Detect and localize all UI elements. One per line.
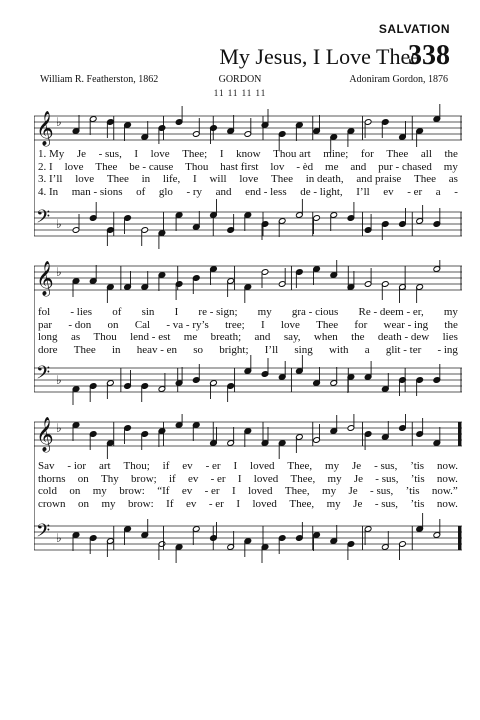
lyric-syllable: Thou; — [123, 460, 150, 472]
key-flat-icon: ♭ — [56, 115, 62, 129]
lyric-syllable: I — [237, 472, 242, 485]
lyric-verse-1 — [38, 460, 458, 473]
music-system-1 — [34, 104, 464, 264]
lyric-syllable: now.” — [431, 485, 458, 497]
notes-group — [72, 414, 440, 459]
lyric-syllable: thorns — [38, 472, 66, 485]
lyric-syllable: - èd — [296, 160, 314, 173]
lyric-syllable: ev — [383, 185, 394, 198]
lyric-syllable: loved — [252, 497, 277, 510]
music-system-3 — [34, 414, 464, 574]
lyric-syllable: on — [77, 497, 89, 510]
lyric-verse-4 — [38, 186, 458, 199]
lyric-syllable: as — [448, 173, 458, 185]
lyric-syllable: Thy — [101, 472, 119, 485]
lyric-syllable: ev — [182, 460, 193, 472]
lyric-verse-2 — [38, 319, 458, 332]
lyric-syllable: ev — [181, 485, 193, 497]
lyric-syllable: will — [209, 173, 227, 185]
lyric-syllable: - er — [407, 185, 423, 198]
lyric-syllable: for — [360, 148, 374, 160]
lyric-syllable: - er — [205, 460, 221, 472]
bass-clef-icon: 𝄢 — [36, 521, 51, 546]
lyric-syllable: - er — [208, 497, 224, 510]
lyric-syllable: death - dew — [377, 331, 430, 343]
lyric-syllable: as — [70, 331, 81, 343]
key-flat-icon: ♭ — [56, 373, 62, 387]
lyric-syllable: sin — [141, 306, 155, 318]
lyric-syllable: lend - est — [130, 331, 171, 343]
lyric-syllable: cold — [38, 485, 57, 497]
lyric-syllable: 2. I — [38, 160, 53, 173]
lyric-syllable: long — [38, 331, 58, 343]
lyric-syllable: hast first — [220, 160, 259, 173]
lyric-syllable: fol — [38, 306, 51, 318]
lyric-syllable: brow; — [131, 472, 157, 485]
lyric-syllable: Thee — [413, 173, 436, 185]
lyric-syllable: Je — [348, 485, 358, 497]
lyric-syllable: Sav — [38, 460, 55, 472]
lyric-syllable: on — [69, 485, 81, 497]
key-flat-icon: ♭ — [56, 531, 62, 545]
lyric-syllable: Thou — [185, 160, 209, 173]
lyric-syllable: love — [75, 173, 95, 185]
lyric-syllable: I — [134, 148, 139, 160]
lyric-syllable: 1. My — [38, 148, 65, 160]
lyric-syllable: loved — [250, 460, 275, 472]
lyric-syllable: I — [219, 148, 224, 160]
lyric-syllable: - sus, — [375, 472, 399, 485]
lyric-syllable: I’ll — [264, 343, 279, 356]
lyrics-block-1 — [38, 148, 458, 198]
lyric-syllable: brow: — [128, 497, 154, 510]
lyric-syllable: and praise — [356, 173, 402, 185]
lyric-syllable: Thee, — [289, 497, 315, 510]
lyric-syllable: now. — [436, 497, 458, 510]
lyric-syllable: on — [77, 472, 89, 485]
final-barline — [458, 422, 461, 446]
lyric-syllable: glit - ter — [385, 343, 422, 356]
lyric-syllable: glo — [158, 185, 173, 198]
lyric-syllable: - va - ry’s — [166, 318, 209, 331]
bass-staff — [34, 207, 462, 236]
lyric-syllable: man - sions — [71, 185, 123, 198]
lyric-syllable: the — [444, 148, 458, 160]
lyric-syllable: my — [443, 306, 458, 318]
lyric-syllable: Thee — [73, 343, 96, 356]
lyric-syllable: so — [193, 343, 203, 356]
lyric-syllable: love — [239, 173, 259, 185]
lyric-syllable: loved — [253, 472, 279, 485]
lyric-syllable: sing — [294, 343, 313, 356]
lyric-syllable: crown — [38, 497, 66, 510]
lyric-syllable: - ing — [437, 343, 458, 356]
bass-clef-icon: 𝄢 — [36, 207, 51, 232]
lyric-syllable: Thee — [271, 173, 293, 185]
lyric-syllable: love — [150, 148, 170, 160]
key-flat-icon: ♭ — [56, 421, 62, 435]
lyric-verse-3 — [38, 485, 458, 498]
hymn-title: My Jesus, I Love Thee — [219, 44, 420, 69]
lyric-syllable: life, — [162, 173, 181, 185]
treble-staff — [34, 111, 462, 147]
lyric-syllable: of — [112, 306, 122, 318]
music-system-2 — [34, 260, 464, 410]
lyric-syllable: pur - chased — [378, 160, 432, 173]
lyric-syllable: - ior — [67, 460, 87, 472]
lyric-syllable: know — [236, 148, 261, 160]
lyric-verse-2 — [38, 161, 458, 174]
tune-name: GORDON — [218, 74, 262, 85]
lyric-syllable: gra - cious — [291, 306, 339, 318]
lyric-syllable: lov — [270, 160, 285, 173]
lyric-syllable: Thee, — [290, 472, 316, 485]
lyric-syllable: Thee; — [182, 148, 208, 160]
bass-staff — [34, 363, 462, 392]
lyric-syllable: Thou — [93, 331, 117, 343]
lyric-syllable: - sus, — [374, 497, 399, 510]
lyric-syllable: tree; — [225, 318, 245, 331]
lyric-syllable: my — [322, 485, 337, 497]
lyric-syllable: heav - en — [136, 343, 178, 356]
lyric-syllable: a — [364, 343, 370, 356]
lyric-syllable: I — [236, 497, 240, 510]
lyric-syllable: Thee — [106, 173, 129, 185]
treble-clef-icon: 𝄞 — [36, 417, 54, 452]
lyric-syllable: on — [107, 318, 119, 331]
lyric-syllable: with — [328, 343, 349, 356]
lyric-verse-1 — [38, 148, 458, 161]
lyric-syllable: 4. In — [38, 185, 59, 198]
lyric-syllable: my — [443, 160, 458, 173]
lyric-syllable: say, — [283, 331, 301, 343]
lyric-syllable: mine; — [323, 148, 349, 160]
lyric-syllable: Thee — [386, 148, 409, 160]
lyric-verse-4 — [38, 498, 458, 511]
lyric-syllable: now. — [437, 460, 458, 472]
treble-clef-icon: 𝄞 — [36, 261, 54, 296]
lyric-syllable: I’ll — [356, 185, 370, 198]
lyric-verse-4 — [38, 344, 458, 357]
lyric-syllable: de - light, — [300, 185, 343, 198]
key-flat-icon: ♭ — [56, 265, 62, 279]
lyric-syllable: if — [162, 460, 170, 472]
treble-clef-icon: 𝄞 — [36, 111, 54, 146]
lyric-verse-1 — [38, 306, 458, 319]
key-flat-icon: ♭ — [56, 217, 62, 231]
composer-credit: Adoniram Gordon, 1876 — [349, 74, 448, 85]
lyric-syllable: - er — [210, 472, 226, 485]
lyric-syllable: love — [280, 318, 300, 331]
lyric-syllable: I — [232, 485, 236, 497]
notes-group — [72, 260, 440, 303]
lyric-syllable: and — [215, 185, 232, 198]
lyric-syllable: ’tis — [410, 472, 425, 485]
lyric-verse-3 — [38, 173, 458, 186]
lyric-syllable: if — [168, 472, 176, 485]
lyric-syllable: now. — [436, 472, 458, 485]
lyric-syllable: 3. I’ll — [38, 173, 63, 185]
lyric-syllable: all — [420, 148, 432, 160]
lyric-syllable: ev — [187, 472, 199, 485]
lyric-syllable: dore — [38, 343, 58, 356]
lyric-syllable: loved — [248, 485, 273, 497]
lyric-syllable: - er — [204, 485, 220, 497]
lyric-syllable: Cal — [134, 318, 151, 331]
lyric-syllable: the — [351, 331, 365, 343]
lyric-syllable: - sus, — [370, 485, 394, 497]
lyric-syllable: my — [325, 460, 340, 472]
lyric-syllable: love — [64, 160, 84, 173]
meter: 11 11 11 11 — [213, 88, 267, 98]
lyric-syllable: breath; — [210, 331, 242, 343]
lyric-syllable: be - cause — [129, 160, 174, 173]
lyric-syllable: Je — [353, 497, 363, 510]
lyricist-credit: William R. Featherston, 1862 — [40, 74, 159, 85]
lyric-syllable: par — [38, 318, 53, 331]
lyrics-block-3 — [38, 460, 458, 510]
lyric-syllable: ev — [185, 497, 197, 510]
lyrics-block-2 — [38, 306, 458, 356]
lyric-syllable: lies — [442, 331, 458, 343]
lyric-syllable: my — [327, 472, 342, 485]
lyric-syllable: and — [350, 160, 367, 173]
lyric-syllable: Thee, — [284, 485, 310, 497]
lyric-syllable: - lies — [70, 306, 93, 318]
notes-group — [72, 104, 440, 153]
lyric-syllable: in death, — [305, 173, 344, 185]
lyric-syllable: Thee, — [287, 460, 313, 472]
lyric-syllable: in — [141, 173, 151, 185]
lyric-syllable: me — [183, 331, 198, 343]
lyric-syllable: when — [313, 331, 338, 343]
lyric-syllable: “If — [157, 485, 170, 497]
lyric-syllable: - sus, — [98, 148, 122, 160]
lyric-syllable: Thee — [316, 318, 339, 331]
lyric-syllable: for — [354, 318, 368, 331]
lyric-syllable: re - sign; — [198, 306, 238, 318]
lyric-syllable: my — [326, 497, 341, 510]
lyric-syllable: - don — [68, 318, 92, 331]
lyric-syllable: - ry — [186, 185, 203, 198]
lyric-syllable: I — [233, 460, 238, 472]
lyric-syllable: end - less — [245, 185, 287, 198]
lyric-syllable: and — [254, 331, 271, 343]
lyric-syllable: my — [92, 485, 107, 497]
lyric-syllable: my — [257, 306, 272, 318]
lyric-syllable: in — [111, 343, 121, 356]
lyric-syllable: a — [435, 185, 441, 198]
lyric-syllable: the — [444, 318, 458, 331]
lyric-syllable: wear - ing — [383, 318, 429, 331]
lyric-syllable: bright; — [219, 343, 249, 356]
bass-clef-icon: 𝄢 — [36, 363, 51, 388]
hymn-number: 338 — [408, 40, 450, 71]
lyric-syllable: me — [325, 160, 339, 173]
treble-staff — [34, 261, 462, 297]
lyric-syllable: Je — [352, 460, 362, 472]
treble-staff — [34, 417, 462, 453]
lyric-syllable: Thou art — [273, 148, 311, 160]
final-barline — [458, 526, 461, 550]
lyric-syllable: If — [166, 497, 174, 510]
bass-staff — [34, 521, 462, 550]
lyric-syllable: brow: — [119, 485, 145, 497]
lyric-syllable: my — [101, 497, 116, 510]
lyric-syllable: art — [98, 460, 111, 472]
lyric-verse-2 — [38, 473, 458, 486]
lyric-verse-3 — [38, 331, 458, 344]
lyric-syllable: of — [136, 185, 146, 198]
lyric-syllable: Je — [353, 472, 364, 485]
lyric-syllable: I — [260, 318, 265, 331]
lyric-syllable: ’tis — [410, 460, 425, 472]
lyric-syllable: - — [454, 185, 458, 198]
section-label: SALVATION — [378, 22, 450, 36]
lyric-syllable: ’tis — [405, 485, 420, 497]
lyric-syllable: I — [174, 306, 179, 318]
lyric-syllable: - sus, — [374, 460, 398, 472]
lyric-syllable: Thee — [95, 160, 118, 173]
lyric-syllable: Je — [76, 148, 87, 160]
lyric-syllable: Re - deem - er, — [358, 306, 424, 318]
lyric-syllable: ’tis — [410, 497, 425, 510]
lyric-syllable: I — [193, 173, 197, 185]
